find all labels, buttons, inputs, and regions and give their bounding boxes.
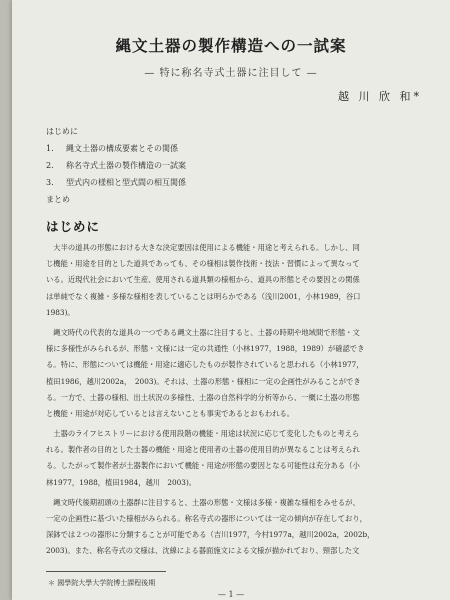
text-line: れる。製作者の目的とした土器の機能・用途と使用者の土器の使用目的が異なることは考えられ xyxy=(46,445,360,455)
text-line: る。一方で、土器の様相、出土状況の多様性、土器の自然科学的分析等から、一概に土器の形態 xyxy=(46,392,360,402)
toc-item xyxy=(46,174,186,191)
text-line: 一定の企画性に基づいた様相がみられる。称名寺式の器形については一定の傾向が存在しており， xyxy=(46,514,367,523)
paper-title: 縄文土器の製作構造への一試案 xyxy=(115,36,347,55)
toc-item-label: 縄文土器の構成要素とその関係 xyxy=(66,144,178,153)
text-line: 2003)。また、称名寺式の文様は、沈線による器面施文による文様が描かれており、頸部した文 xyxy=(46,546,360,556)
text-line: 1983)。 xyxy=(46,307,75,317)
text-line: 縄文時代の代表的な道具の一つである縄文土器に注目すると、土器の時期や地域間で形態・文 xyxy=(46,327,360,337)
paper-subtitle: — 特に称名寺式土器に注目して — xyxy=(144,68,318,79)
text-line: 土器のライフヒストリーにおける使用段階の機能・用途は状況に応じて変化したものと考えら xyxy=(46,429,360,439)
text-line: 大半の道具の形態における大きな決定要因は使用による機能・用途と考えられる。しかし、同 xyxy=(46,243,360,252)
footnote-divider xyxy=(46,571,166,572)
section-heading: はじめに xyxy=(46,219,101,234)
toc-item-number: 1. xyxy=(46,144,54,153)
toc-item-number: 3. xyxy=(46,178,54,187)
paragraph xyxy=(46,495,424,560)
page-number: — 1 — xyxy=(217,590,245,599)
text-line: 植田1986，越川2002a， 2003)。それは、土器の形態・様相に一定の企画性がみることができ xyxy=(46,376,361,386)
toc-item-label: 型式内の様相と型式間の相互関係 xyxy=(66,178,186,187)
body-text xyxy=(46,240,424,564)
text-line: 深鉢では２つの器形に分類することが可能である（吉川1977，今村1977a，越川2002a，2002b， xyxy=(46,530,375,540)
text-line: じ機能・用途を目的とした道具であっても、その様相は製作技術・技法・習慣によって異なって xyxy=(46,259,360,269)
toc-item-number: 2. xyxy=(46,161,54,170)
author-name: 越 川 欣 和* xyxy=(338,90,422,103)
toc-item-label: はじめに xyxy=(46,127,78,136)
toc-item xyxy=(46,157,186,174)
paragraph xyxy=(46,325,424,422)
table-of-contents xyxy=(46,123,186,208)
text-line: 林1977，1988，植田1984，越川 2003)。 xyxy=(46,477,197,487)
paragraph xyxy=(46,426,424,491)
toc-item xyxy=(46,123,186,140)
text-line: 様に多様性がみられるが、形態・文様には一定の共通性（小林1977，1988，1989）が確認でき xyxy=(46,344,365,354)
text-line: は単純でなく複雑・多様な様相を表していることは明らかである（浅川2001，小林1989，谷口 xyxy=(46,291,361,301)
paragraph xyxy=(46,240,424,321)
footnote: ＊ 國學院大學大学院博士課程後期 xyxy=(48,579,156,587)
text-line: る。特に、形態については機能・用途に適応したものが製作されていると思われる（小林1977， xyxy=(46,360,364,370)
text-line: いる。近現代社会において生産、使用される道具類の様相から、道具の形態とその要因との関係 xyxy=(46,275,360,285)
toc-item-label: まとめ xyxy=(46,195,70,204)
toc-item xyxy=(46,191,186,208)
toc-item-label: 称名寺式土器の製作構造の一試案 xyxy=(66,161,186,170)
toc-item xyxy=(46,140,186,157)
text-line: と機能・用途が対応しているとは言えないことも事実であるとおもわれる。 xyxy=(46,408,295,418)
text-line: る。したがって製作者が土器製作において機能・用途が形態の要因となる可能性は充分ある（小 xyxy=(46,461,360,471)
text-line: 縄文時代後期初頭の土器群に注目すると、土器の形態・文様は多様・複雑な様相をみせるが、 xyxy=(46,497,360,507)
document-page xyxy=(12,0,450,600)
